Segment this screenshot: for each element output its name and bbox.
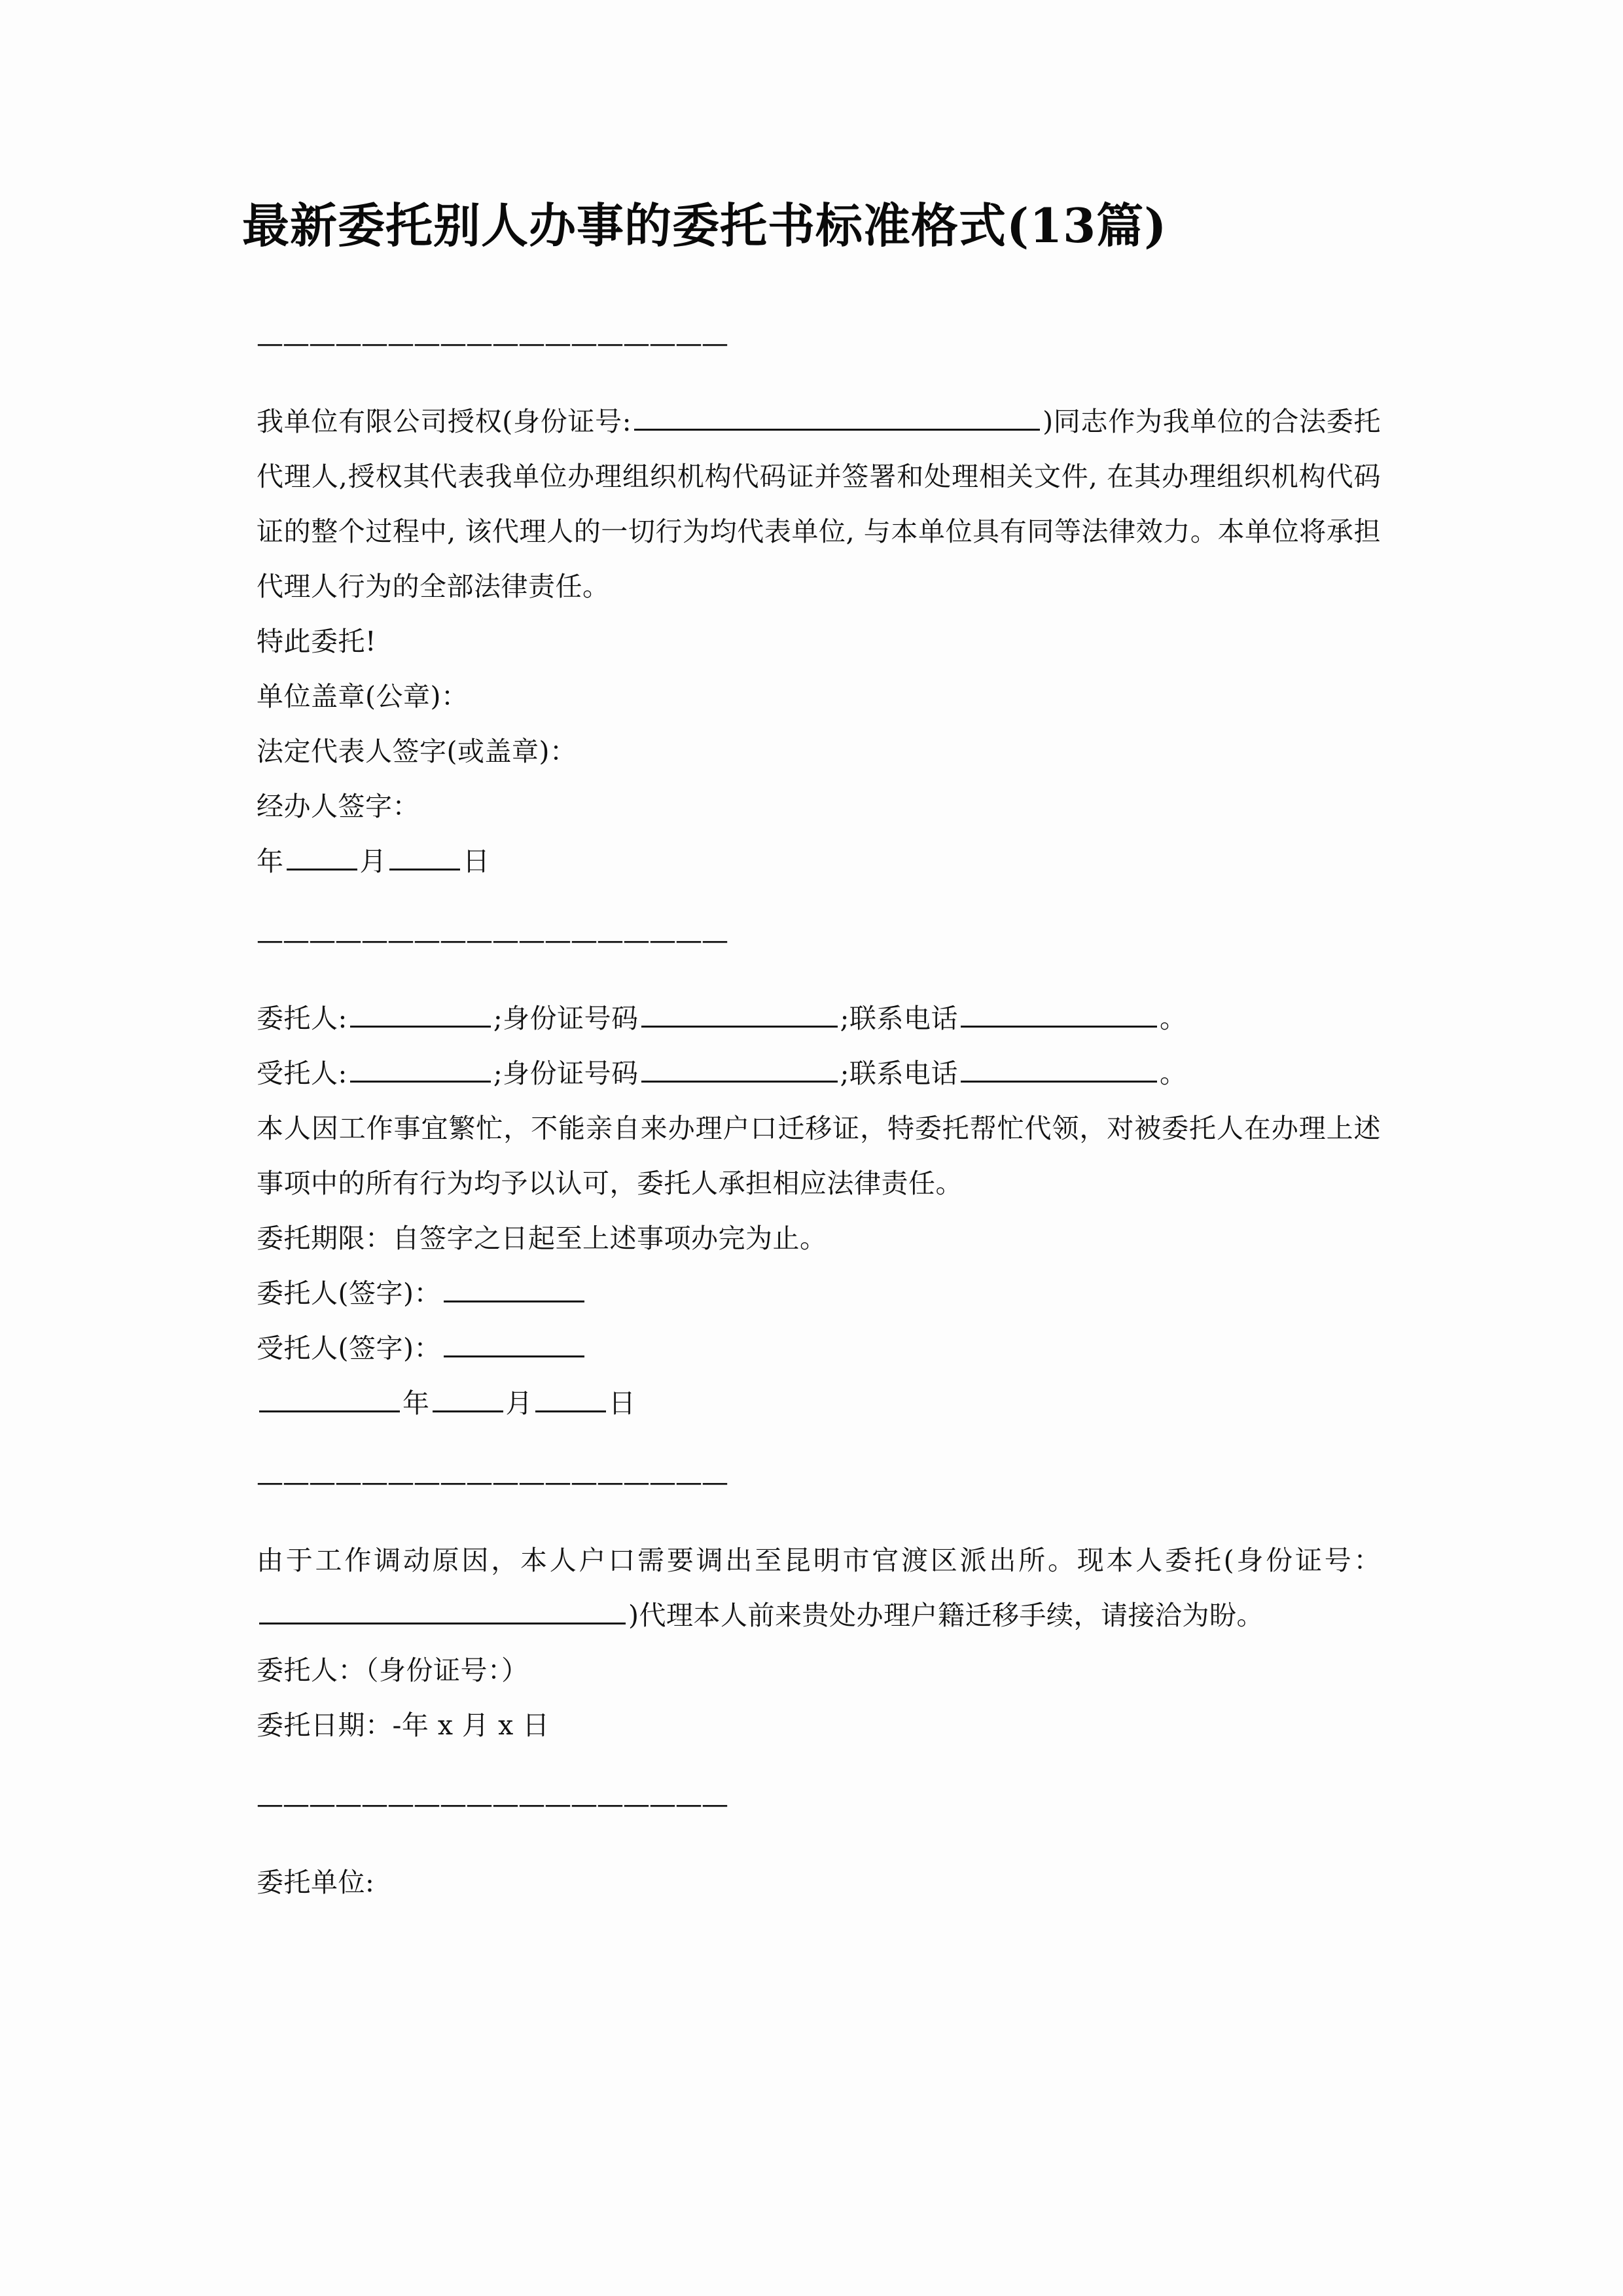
section-2-agent-line xyxy=(242,1046,1381,1101)
section-1-date-line xyxy=(242,834,1381,889)
section-2-year-blank[interactable] xyxy=(433,1382,503,1412)
section-1-closing: 特此委托! xyxy=(257,626,376,657)
section-2-agent-end: 。 xyxy=(1159,1058,1187,1089)
section-1-paragraph-tail: )同志作为我单位的合法委托代理人,授权其代表我单位办理组织机构代码证并签署和处理相关文件, 在其办理组织机构代码证的整个过程中, 该代理人的一切行为均代表单位, 与本单位具有同等法律效力。本单位将承担代理人行为的全部法律责任。 xyxy=(257,406,1382,602)
section-2-principal-label: 委托人: xyxy=(257,1003,348,1034)
section-1-handler-signature-label: 经办人签字： xyxy=(257,791,419,822)
document-body xyxy=(242,315,1381,1910)
section-2-principal-phone-label: ;联系电话 xyxy=(840,1003,958,1034)
section-2-agent-signature-line xyxy=(242,1321,1381,1376)
section-2-agent-phone-label: ;联系电话 xyxy=(840,1058,958,1089)
section-2-principal-phone-blank[interactable] xyxy=(961,997,1157,1028)
section-2-principal-end: 。 xyxy=(1159,1003,1187,1034)
section-4-entrusting-unit-label: 委托单位: xyxy=(257,1867,375,1898)
section-2-agent-name-blank[interactable] xyxy=(350,1052,491,1083)
section-2-agent-signature-label: 受托人(签字)： xyxy=(257,1333,441,1364)
spacer xyxy=(242,1509,1381,1533)
section-2-body: 本人因工作事宜繁忙，不能亲自来办理户口迁移证，特委托帮忙代领，对被委托人在办理上述事项中的所有行为均予以认可，委托人承担相应法律责任。 xyxy=(257,1113,1381,1199)
spacer xyxy=(242,1831,1381,1855)
section-2-agent-id-label: ;身份证号码 xyxy=(493,1058,639,1089)
section-1-paragraph xyxy=(242,394,1381,614)
section-3-id-number-blank[interactable] xyxy=(259,1594,626,1624)
section-2-agent-phone-blank[interactable] xyxy=(961,1052,1157,1083)
section-2-year-label: 年 xyxy=(402,1388,430,1419)
spacer xyxy=(242,1753,1381,1776)
spacer xyxy=(242,889,1381,912)
section-2-agent-signature-blank[interactable] xyxy=(444,1327,584,1357)
section-1-company-seal-label: 单位盖章(公章)： xyxy=(257,681,469,712)
section-2-principal-line xyxy=(242,991,1381,1046)
section-2-agent-id-blank[interactable] xyxy=(641,1052,838,1083)
section-2-day-label: 日 xyxy=(609,1388,636,1419)
section-3-body xyxy=(242,1533,1381,1643)
section-2-principal-signature-label: 委托人(签字)： xyxy=(257,1278,441,1309)
section-separator-4: —————————————————— xyxy=(257,1788,728,1820)
section-1-year-label: 年 xyxy=(257,846,284,877)
section-3-date-line: 委托日期：-年 x 月 x 日 xyxy=(257,1710,550,1741)
section-1-month-label: 月 xyxy=(359,846,387,877)
section-2-date-prefix-blank[interactable] xyxy=(259,1382,400,1412)
section-1-year-blank[interactable] xyxy=(287,840,357,870)
section-3-body-tail: )代理本人前来贵处办理户籍迁移手续，请接洽为盼。 xyxy=(628,1600,1264,1631)
section-1-day-label: 日 xyxy=(463,846,490,877)
section-2-agent-label: 受托人: xyxy=(257,1058,348,1089)
section-separator-2: —————————————————— xyxy=(257,924,728,956)
page-title: 最新委托别人办事的委托书标准格式(13篇) xyxy=(242,198,1168,253)
section-2-principal-name-blank[interactable] xyxy=(350,997,491,1028)
section-2-principal-id-blank[interactable] xyxy=(641,997,838,1028)
section-2-principal-signature-blank[interactable] xyxy=(444,1272,584,1302)
section-1-month-blank[interactable] xyxy=(389,840,460,870)
section-3-body-lead: 由于工作调动原因，本人户口需要调出至昆明市官渡区派出所。现本人委托(身份证号： xyxy=(257,1545,1381,1576)
spacer xyxy=(242,967,1381,991)
section-2-date-line xyxy=(242,1376,1381,1431)
spacer xyxy=(242,1431,1381,1454)
section-1-id-number-blank[interactable] xyxy=(634,400,1040,431)
section-2-month-label: 月 xyxy=(505,1388,533,1419)
spacer xyxy=(242,370,1381,394)
section-1-legal-rep-signature-label: 法定代表人签字(或盖章)： xyxy=(257,736,577,767)
section-separator-3: —————————————————— xyxy=(257,1466,728,1498)
section-3-principal-line: 委托人：（身份证号：） xyxy=(257,1655,529,1686)
section-2-principal-id-label: ;身份证号码 xyxy=(493,1003,639,1034)
section-1-paragraph-lead: 我单位有限公司授权(身份证号: xyxy=(257,406,632,437)
section-2-month-blank[interactable] xyxy=(535,1382,606,1412)
section-2-term: 委托期限：自签字之日起至上述事项办完为止。 xyxy=(257,1223,827,1254)
section-separator-1: —————————————————— xyxy=(257,327,728,359)
section-2-principal-signature-line xyxy=(242,1266,1381,1321)
